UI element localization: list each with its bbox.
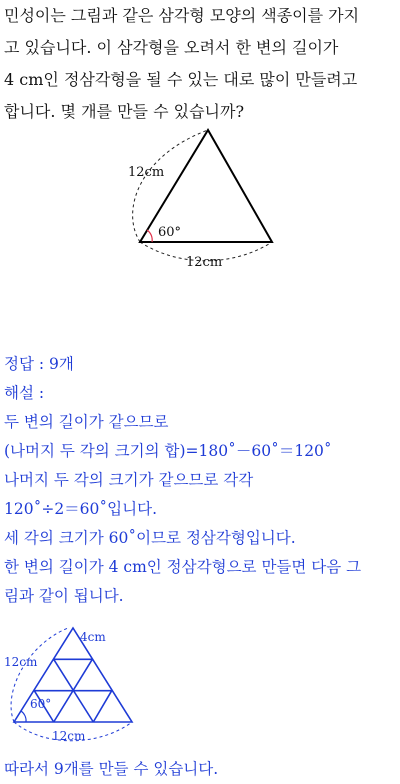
- question-line: 합니다. 몇 개를 만들 수 있습니까?: [4, 102, 245, 121]
- conclusion-line: 따라서 9개를 만들 수 있습니다.: [4, 760, 219, 778]
- explanation-line: 한 변의 길이가 4 cm인 정삼각형으로 만들면 다음 그: [4, 558, 362, 576]
- question-line: 민성이는 그림과 같은 삼각형 모양의 색종이를 가지: [4, 6, 360, 25]
- question-triangle-figure: [110, 120, 310, 280]
- explanation-line: (나머지 두 각의 크기의 합)=180˚－60˚＝120˚: [4, 442, 332, 460]
- angle-label: 60°: [30, 697, 52, 711]
- side-label: 12cm: [128, 165, 165, 180]
- explanation-title: 해설 :: [4, 384, 45, 402]
- question-text: [4, 0, 398, 128]
- bottom-label: 12cm: [186, 255, 223, 270]
- answer-triangle-figure: [0, 622, 150, 744]
- angle-arc: [147, 230, 152, 242]
- answer-block: [4, 350, 398, 611]
- answer-result: 정답 : 9개: [4, 355, 74, 373]
- explanation-line: 나머지 두 각의 크기가 같으므로 각각: [4, 471, 254, 489]
- explanation-line: 두 변의 길이가 같으므로: [4, 413, 169, 431]
- explanation-line: 림과 같이 됩니다.: [4, 587, 124, 605]
- question-line: 4 cm인 정삼각형을 될 수 있는 대로 많이 만들려고: [4, 70, 358, 89]
- explanation-line: 세 각의 크기가 60˚이므로 정삼각형입니다.: [4, 529, 296, 547]
- question-line: 고 있습니다. 이 삼각형을 오려서 한 변의 길이가: [4, 38, 339, 57]
- side-label: 12cm: [4, 655, 38, 669]
- angle-label: 60°: [158, 225, 182, 240]
- bottom-label: 12cm: [52, 729, 86, 743]
- explanation-line: 120˚÷2＝60˚입니다.: [4, 500, 158, 518]
- angle-arc: [21, 711, 26, 722]
- small-side-label: 4cm: [80, 630, 106, 644]
